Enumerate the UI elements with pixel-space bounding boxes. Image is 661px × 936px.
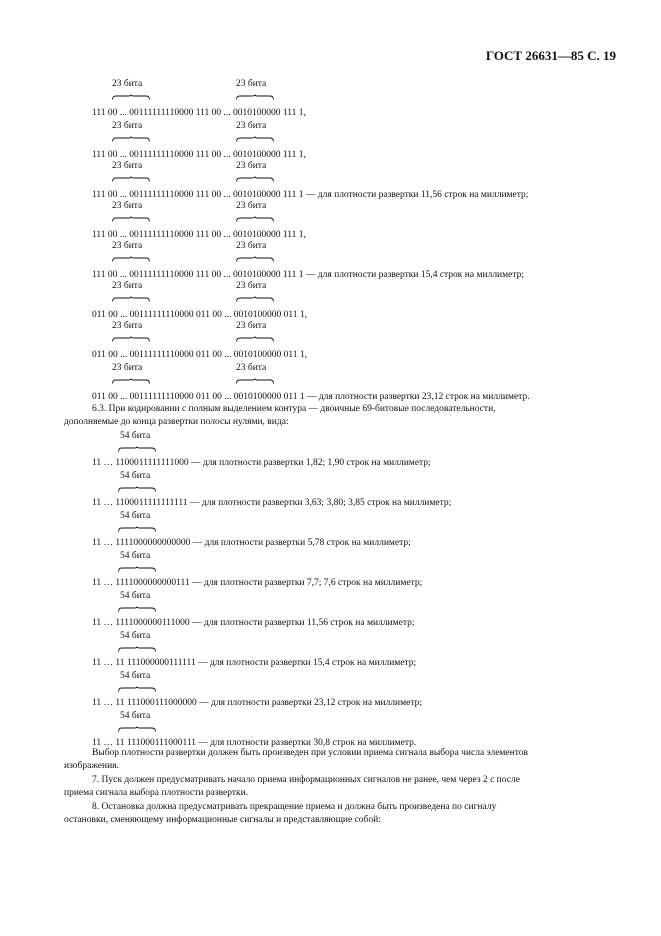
bit-sequence-line: 011 00 ... 00111111110000 011 00 ... 0010100000 011 1, [92,310,307,320]
brace-54 [118,486,156,492]
brace-right [236,296,274,302]
brace-left [112,336,150,342]
brace-right [236,256,274,262]
bit-sequence-line: 11 … 1100011111111111 — для плотности развертки 3,63; 3,80; 3,85 строк на миллиметр; [92,498,452,508]
bit-count-label: 54 бита [120,551,151,561]
bit-sequence-line: 11 … 11 111000000111111 — для плотности развертки 15,4 строк на миллиметр; [92,658,417,668]
bit-count-label-left: 23 бита [112,363,143,373]
bit-count-label-right: 23 бита [236,121,267,131]
bit-count-label-right: 23 бита [236,241,267,251]
brace-left [112,378,150,384]
bit-sequence-line: 111 00 ... 00111111110000 111 00 ... 0010100000 111 1, [92,150,306,160]
bit-sequence-line: 11 … 1100011111111000 — для плотности развертки 1,82; 1,90 строк на миллиметр; [92,458,431,468]
brace-54 [118,646,156,652]
paragraph-6-3-line1: 6.3. При кодировании с полным выделением контура — двоичные 69-битовые последовательности, [92,404,496,414]
page-header: ГОСТ 26631—85 С. 19 [485,48,616,63]
bit-count-label-right: 23 бита [236,161,267,171]
brace-left [112,256,150,262]
brace-right [236,216,274,222]
brace-left [112,216,150,222]
bit-count-label-right: 23 бита [236,281,267,291]
bit-sequence-line: 11 … 1111000000000000 — для плотности развертки 5,78 строк на миллиметр; [92,538,411,548]
bit-count-label: 54 бита [120,631,151,641]
bit-count-label: 54 бита [120,431,151,441]
brace-left [112,136,150,142]
paragraph-8-line2: остановки, сменяющему информационные сигналы и представляющие собой: [64,815,381,825]
bit-sequence-line: 11 … 11 111000111000000 — для плотности развертки 23,12 строк на миллиметр; [92,698,422,708]
brace-left [112,296,150,302]
bit-count-label-left: 23 бита [112,321,143,331]
brace-54 [118,726,156,732]
paragraph-7-line2: приема сигнала выбора плотности развертки. [64,788,249,798]
bit-sequence-line: 11 … 1111000000111000 — для плотности развертки 11,56 строк на миллиметр; [92,618,415,628]
paragraph-choice-line1: Выбор плотности развертки должен быть произведен при условии приема сигнала выбора числа элементов [92,748,528,758]
bit-sequence-line: 11 … 11 111000111000111 — для плотности развертки 30,8 строк на миллиметр. [92,738,417,748]
paragraph-choice-line2: изображения. [64,761,119,771]
bit-count-label-right: 23 бита [236,321,267,331]
bit-count-label-left: 23 бита [112,241,143,251]
bit-sequence-line: 111 00 ... 00111111110000 111 00 ... 0010100000 111 1, [92,108,306,118]
bit-count-label-left: 23 бита [112,161,143,171]
brace-54 [118,566,156,572]
brace-54 [118,606,156,612]
brace-54 [118,446,156,452]
bit-sequence-line: 011 00 ... 00111111110000 011 00 ... 0010100000 011 1, [92,350,307,360]
bit-count-label-left: 23 бита [112,281,143,291]
paragraph-8-line1: 8. Остановка должна предусматривать прекращение приема и должна быть произведена по сигналу [92,802,497,812]
bit-count-label-right: 23 бита [236,201,267,211]
bit-count-label-right: 23 бита [236,79,267,89]
bit-count-label-left: 23 бита [112,79,143,89]
bit-sequence-line: 111 00 ... 00111111110000 111 00 ... 0010100000 111 1 — для плотности развертки 11,56 строк на миллиметр; [92,190,529,200]
brace-54 [118,526,156,532]
bit-count-label-right: 23 бита [236,363,267,373]
brace-right [236,176,274,182]
brace-54 [118,686,156,692]
bit-count-label-left: 23 бита [112,121,143,131]
bit-sequence-line: 11 … 1111000000000111 — для плотности развертки 7,7; 7,6 строк на миллиметр; [92,578,423,588]
bit-count-label: 54 бита [120,671,151,681]
bit-sequence-line: 111 00 ... 00111111110000 111 00 ... 0010100000 111 1 — для плотности развертки 15,4 строк на миллиметр; [92,270,525,280]
brace-left [112,176,150,182]
brace-right [236,336,274,342]
bit-count-label: 54 бита [120,511,151,521]
bit-count-label: 54 бита [120,591,151,601]
paragraph-7-line1: 7. Пуск должен предусматривать начало приема информационных сигналов не ранее, чем через 2 с после [92,775,520,785]
bit-count-label: 54 бита [120,471,151,481]
bit-sequence-line: 111 00 ... 00111111110000 111 00 ... 0010100000 111 1, [92,230,306,240]
bit-sequence-line: 011 00 ... 00111111110000 011 00 ... 0010100000 011 1 — для плотности развертки 23,12 строк на миллиметр. [92,392,530,402]
bit-count-label-left: 23 бита [112,201,143,211]
paragraph-6-3-line2: дополняемые до конца развертки полосы нулями, вида: [64,417,289,427]
brace-right [236,136,274,142]
brace-right [236,378,274,384]
brace-right [236,94,274,100]
bit-count-label: 54 бита [120,711,151,721]
brace-left [112,94,150,100]
